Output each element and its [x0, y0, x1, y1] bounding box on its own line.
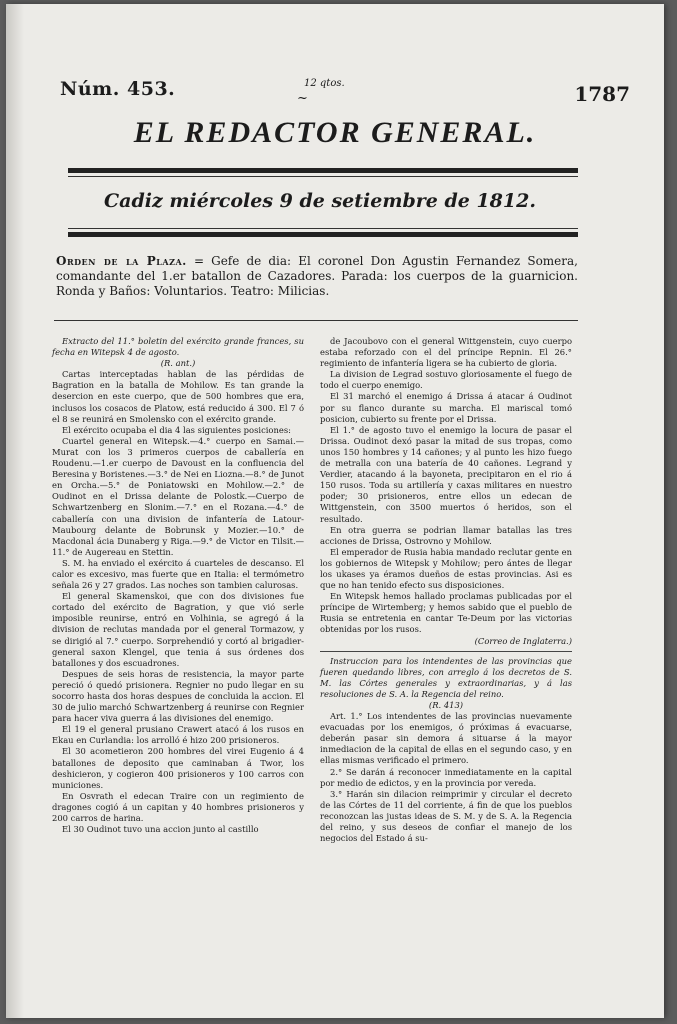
paragraph: El 30 acometieron 200 hombres del virei Eugenio á 4 batallones de deposito que caminaban á Twor, los deshicieron, y cogieron 400 prisioneros y 100 carros con municiones. — [52, 746, 304, 790]
instruccion-heading: Instruccion para los intendentes de las provincias que fueren quedando libres, con arreglo á los decretos de S. M. las Córtes generales y extraordinarias, y á las resoluciones de S. A. la Regencia del reino. — [320, 655, 572, 699]
column-divider — [320, 651, 572, 652]
issue-number: Núm. 453. — [60, 78, 176, 100]
orden-label: Orden de la Plaza. — [56, 254, 187, 268]
paragraph: En Osvrath el edecan Traire con un regimiento de dragones cogió á un capitan y 40 hombres prisioneros y 200 carros de harina. — [52, 790, 304, 824]
article: Art. 1.° Los intendentes de las provincias nuevamente evacuadas por los enemigos, ó próximas á evacuarse, deberán pasar sin demora á situarse á la mayor inmediacion de la capital de ellas en el segundo caso, y en ellas mismas verificado el primero. — [320, 711, 572, 766]
masthead — [54, 76, 630, 108]
paragraph: En Witepsk hemos hallado proclamas publicadas por el príncipe de Wirtemberg; y hemos sabido que el pueblo de Rusia se entretenia en cantar Te-Deum por las victorias obtenidas por los rusos. — [320, 591, 572, 635]
paragraph: El emperador de Rusia habia mandado reclutar gente en los gobiernos de Witepsk y Mohilow; pero ántes de llegar los ukases ya éramos dueños de estas provincias. Asi es que no han tenido efecto sus disposiciones. — [320, 546, 572, 591]
date-rule-thin — [68, 228, 578, 229]
newspaper-page — [6, 4, 664, 1018]
paragraph: En otra guerra se podrian llamar batallas las tres acciones de Drissa, Ostrovno y Mohilow. — [320, 524, 572, 546]
title-rule-thin — [68, 176, 578, 177]
newspaper-title: EL REDACTOR GENERAL. — [133, 116, 537, 149]
section-divider — [54, 320, 578, 321]
paragraph: El 31 marchó el enemigo á Drissa á atacar á Oudinot por su flanco durante su marcha. El mariscal tomó posicion, cubierto su frente por el Drissa. — [320, 391, 572, 424]
paragraph: El 1.° de agosto tuvo el enemigo la locura de pasar el Drissa. Oudinot dexó pasar la mitad de sus tropas, como unos 150 hombres y 14 cañones; y al punto les hizo fuego de metralla con una batería de 40 cañones. Legrand y Verdier, atacando á la bayoneta, precipitaron en el rio á 150 rusos. Toda su artillería y caxas militares en nuestro poder; 30 prisioneros, entre ellos un edecan de Wittgenstein, con 3500 muertos ó heridos, son el resultado. — [320, 424, 572, 524]
date-rule-thick — [68, 232, 578, 237]
paragraph: El general Skamenskoi, que con dos divisiones fue cortado del exército de Bagration, y que vió serle imposible reunirse, entró en Volhinia, se agregó á la division de reclutas mandada por el general Tormazow, y se dirigió al 7.° cuerpo. Sorprehendió y cortó al brigadier-general saxon Klengel, que tenia á sus órdenes dos batallones y dos escuadrones. — [52, 591, 304, 668]
dateline: Cadiz miércoles 9 de setiembre de 1812. — [104, 190, 536, 212]
instruccion-source: (R. 413) — [428, 700, 464, 710]
price-ornament: ~ — [297, 91, 308, 106]
paragraph: El 30 Oudinot tuvo una accion junto al castillo — [62, 824, 259, 835]
paragraph: S. M. ha enviado el exército á cuarteles de descanso. El calor es excesivo, mas fuerte que en Italia: el termómetro señala 26 y 27 grados. Las noches son tambien calurosas. — [52, 557, 304, 591]
paragraph: Cuartel general en Witepsk.—4.° cuerpo en Samai.—Murat con los 3 primeros cuerpos de caballería en Roudenu.—1.er cuerpo de Davoust en la confluencia del Beresina y Boristenes.—3.° de Nei en Liozna.—8.° de Junot en Orcha.—5.° de Poniatowski en Mohilow.—2.° de Oudinot en el Drissa delante de Polostk.—Cuerpo de Schwartzenberg en Slonim.—7.° en el Rozana.—4.° de caballería con una division de infantería de Latour-Maubourg delante de Bobrunsk y Mozier.—10.° de Macdonal ácia Dunaberg y Riga.—9.° de Victor en Tilsit.—11.° de Augereau en Stettin. — [52, 435, 304, 557]
article: 2.° Se darán á reconocer inmediatamente en la capital por medio de edictos, y en la provincia por vereda. — [320, 766, 572, 788]
orden-text: = Gefe de dia: El coronel Don Agustin Fernandez Somera, comandante del 1.er batallon de Cazadores. Parada: los cuerpos de la guarnicion. Ronda y Baños: Voluntarios. Teatro: Milicias. — [56, 254, 578, 298]
bulletin-source: (R. ant.) — [160, 358, 196, 369]
bulletin-heading: Extracto del 11.° boletin del exército grande frances, su fecha en Witepsk 4 de agosto. — [52, 336, 304, 358]
paragraph: El exército ocupaba el dia 4 las siguientes posiciones: — [62, 424, 291, 435]
paragraph: El 19 el general prusiano Crawert atacó á los rusos en Ekau en Curlandia: los arrolló é hizo 200 prisioneros. — [52, 724, 304, 746]
paragraph: La division de Legrad sostuvo gloriosamente el fuego de todo el cuerpo enemigo. — [320, 369, 572, 391]
left-column — [52, 336, 304, 835]
price: 12 qtos. — [304, 78, 345, 89]
orden-de-la-plaza — [56, 254, 578, 299]
article-source: (Correo de Inglaterra.) — [474, 635, 572, 646]
article: 3.° Harán sin dilacion reimprimir y circular el decreto de las Córtes de 11 del corriente, á fin de que los pueblos reconozcan las justas ideas de S. M. y de S. A. la Regencia del reino, y sus deseos de confiar el manejo de los negocios del Estado á su- — [320, 788, 572, 844]
paragraph: Cartas interceptadas hablan de las pérdidas de Bagration en la batalla de Mohilow. Es tan grande la desercion en este cuerpo, que de 500 hombres que era, inclusos los cosacos de Platow, está reducido á 300. El 7 ó el 8 se reunirá en Smolensko con el exército grande. — [52, 369, 304, 424]
right-column — [320, 336, 572, 844]
paragraph: Despues de seis horas de resistencia, la mayor parte pereció ó quedó prisionera. Regnier no pudo llegar en su socorro hasta dos horas despues de concluida la accion. El 30 de julio marchó Schwartzenberg á reunirse con Regnier para hacer viva guerra á las divisiones del enemigo. — [52, 668, 304, 724]
page-number: 1787 — [574, 82, 630, 106]
title-rule-thick — [68, 168, 578, 173]
paragraph: de Jacoubovo con el general Wittgenstein, cuyo cuerpo estaba reforzado con el del príncipe Repnin. El 26.° regimiento de infantería ligera se ha cubierto de gloria. — [320, 336, 572, 369]
